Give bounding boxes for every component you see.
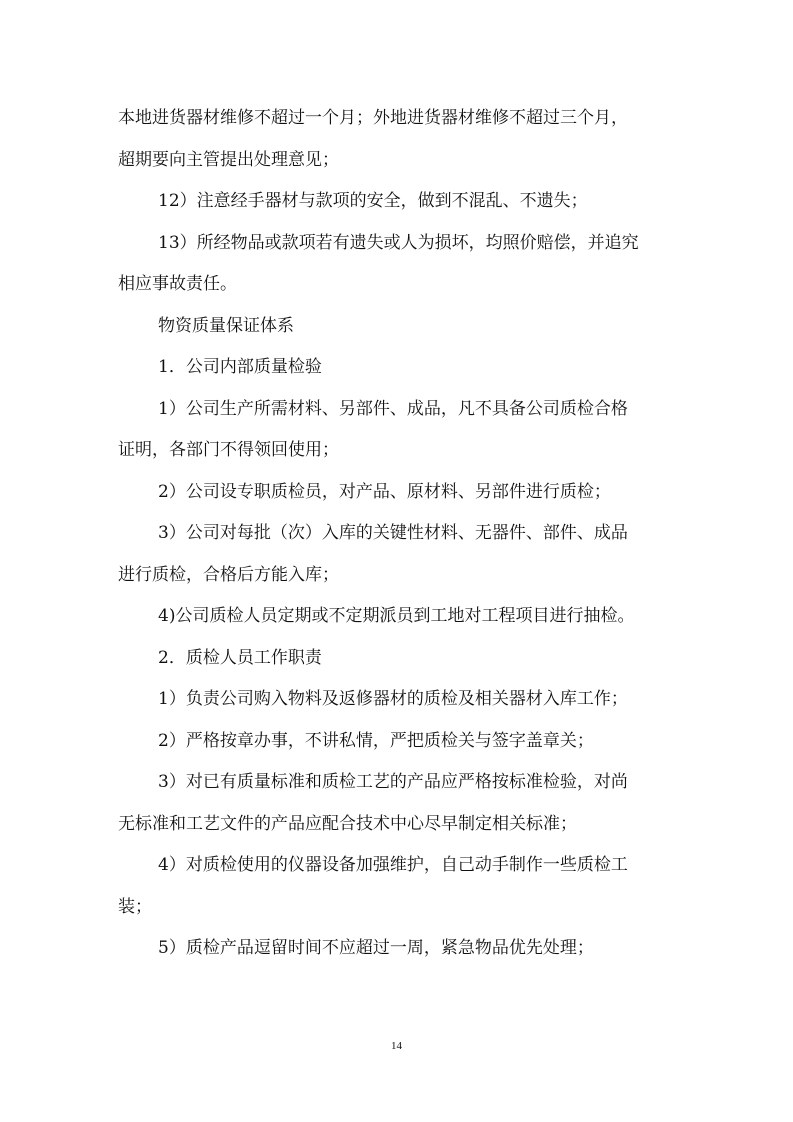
text-line: 相应事故责任。	[118, 274, 237, 294]
list-item: 3）对已有质量标准和质检工艺的产品应严格按标准检验，对尚	[158, 772, 628, 792]
list-item-13: 13）所经物品或款项若有遗失或人为损坏，均照价赔偿，并追究	[158, 232, 639, 253]
list-item: 1）负责公司购入物料及返修器材的质检及相关器材入库工作；	[158, 689, 628, 709]
list-item: 4）对质检使用的仪器设备加强维护，自己动手制作一些质检工	[158, 855, 628, 875]
list-item: 2）严格按章办事，不讲私情，严把质检关与签字盖章关；	[158, 730, 594, 751]
section-heading-quality-system: 物资质量保证体系	[158, 315, 294, 336]
list-item-12: 12）注意经手器材与款项的安全，做到不混乱、不遗失；	[158, 191, 588, 211]
text-line: 超期要向主管提出处理意见；	[118, 149, 339, 170]
text-line: 无标准和工艺文件的产品应配合技术中心尽早制定相关标准；	[118, 813, 577, 834]
document-body	[118, 98, 678, 970]
list-item: 3）公司对每批（次）入库的关键性材料、无器件、部件、成品	[158, 523, 628, 543]
list-item: 4)公司质检人员定期或不定期派员到工地对工程项目进行抽检。	[158, 606, 635, 626]
page-number: 14	[391, 1040, 402, 1052]
subsection-heading-inspector-duties: 2．质检人员工作职责	[158, 647, 322, 668]
subsection-heading-internal-inspection: 1．公司内部质量检验	[158, 357, 322, 377]
text-line: 本地进货器材维修不超过一个月；外地进货器材维修不超过三个月，	[118, 108, 628, 128]
text-line: 进行质检，合格后方能入库；	[118, 564, 339, 585]
text-line: 证明，各部门不得领回使用；	[118, 440, 339, 460]
list-item: 2）公司设专职质检员，对产品、原材料、另部件进行质检；	[158, 481, 611, 502]
list-item: 5）质检产品逗留时间不应超过一周，紧急物品优先处理；	[158, 938, 594, 958]
text-line: 装；	[118, 896, 152, 917]
list-item: 1）公司生产所需材料、另部件、成品，凡不具备公司质检合格	[158, 398, 628, 419]
